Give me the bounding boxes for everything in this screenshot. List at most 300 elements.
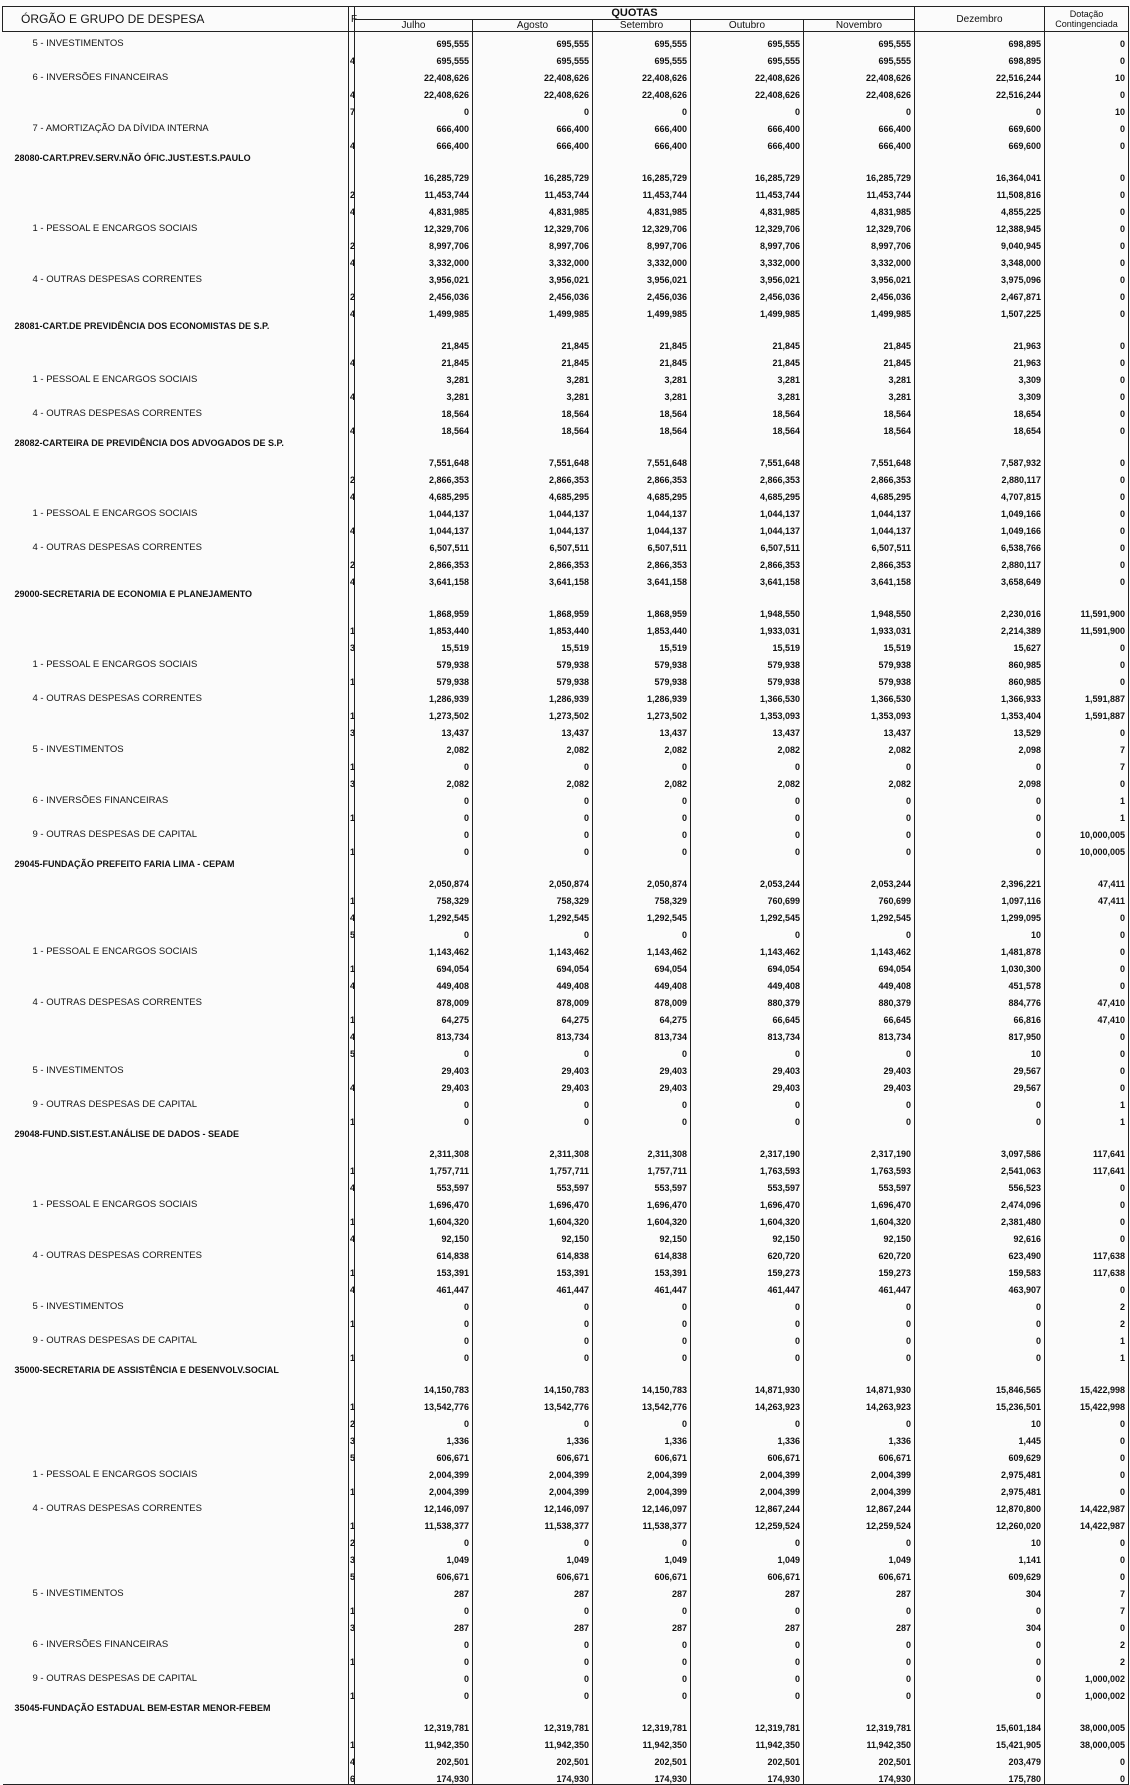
source-row: [3, 519, 1129, 536]
cell-dezembro: 1,507,225: [915, 302, 1045, 319]
cell-label: [3, 1599, 349, 1616]
cell-outubro: 1,044,137: [691, 502, 804, 519]
cell-setembro: 18,564: [593, 402, 691, 419]
cell-label: 5 - INVESTIMENTOS: [3, 32, 349, 50]
cell-setembro: 695,555: [593, 32, 691, 50]
cell-novembro: 1,933,031: [804, 619, 915, 636]
cell-agosto: 1,499,985: [473, 302, 593, 319]
cell-julho: 614,838: [355, 1244, 473, 1261]
cell-julho: 666,400: [355, 134, 473, 151]
cell-agosto: 0: [473, 1531, 593, 1548]
cell-agosto: 287: [473, 1616, 593, 1633]
source-row: [3, 134, 1129, 151]
cell-dezembro: 15,601,184: [915, 1701, 1045, 1733]
cell-setembro: 449,408: [593, 974, 691, 991]
cell-novembro: 287: [804, 1616, 915, 1633]
cell-f: 4: [349, 1025, 355, 1042]
cell-agosto: 13,437: [473, 721, 593, 738]
cell-dotacao: 10: [1045, 66, 1129, 83]
cell-dezembro: 0: [915, 789, 1045, 806]
source-row: [3, 1531, 1129, 1548]
cell-novembro: 0: [804, 755, 915, 772]
cell-dotacao: 0: [1045, 83, 1129, 100]
source-row: [3, 553, 1129, 570]
cell-dezembro: 0: [915, 1093, 1045, 1110]
cell-dezembro: 0: [915, 1684, 1045, 1701]
cell-julho: 461,447: [355, 1278, 473, 1295]
source-row: [3, 1227, 1129, 1244]
cell-novembro: 4,831,985: [804, 200, 915, 217]
cell-f: 5: [349, 1042, 355, 1059]
cell-setembro: 21,845: [593, 351, 691, 368]
cell-dotacao: 0: [1045, 653, 1129, 670]
cell-agosto: 1,336: [473, 1429, 593, 1446]
cell-dezembro: 92,616: [915, 1227, 1045, 1244]
source-row: [3, 1650, 1129, 1667]
cell-agosto: 7,551,648: [473, 436, 593, 468]
cell-dezembro: 304: [915, 1582, 1045, 1599]
cell-dotacao: 0: [1045, 485, 1129, 502]
expense-group-row: [3, 217, 1129, 234]
cell-setembro: 813,734: [593, 1025, 691, 1042]
cell-label: 7 - AMORTIZAÇÃO DA DÍVIDA INTERNA: [3, 117, 349, 134]
cell-novembro: 8,997,706: [804, 234, 915, 251]
cell-agosto: 0: [473, 1329, 593, 1346]
cell-agosto: 758,329: [473, 889, 593, 906]
cell-label: [3, 1346, 349, 1363]
cell-dezembro: 860,985: [915, 670, 1045, 687]
source-row: [3, 234, 1129, 251]
cell-dezembro: 7,587,932: [915, 436, 1045, 468]
cell-setembro: 29,403: [593, 1076, 691, 1093]
cell-dotacao: 0: [1045, 1429, 1129, 1446]
cell-dotacao: 11,591,900: [1045, 587, 1129, 619]
cell-dezembro: 10: [915, 923, 1045, 940]
cell-f: 1: [349, 704, 355, 721]
cell-setembro: 15,519: [593, 636, 691, 653]
cell-label: 29000-SECRETARIA DE ECONOMIA E PLANEJAMENTO: [3, 587, 349, 619]
cell-agosto: 0: [473, 823, 593, 840]
cell-dezembro: 0: [915, 1650, 1045, 1667]
cell-julho: 813,734: [355, 1025, 473, 1042]
cell-novembro: 12,319,781: [804, 1701, 915, 1733]
cell-novembro: 0: [804, 1042, 915, 1059]
cell-label: 9 - OUTRAS DESPESAS DE CAPITAL: [3, 1093, 349, 1110]
cell-dotacao: 117,641: [1045, 1127, 1129, 1159]
cell-label: [3, 806, 349, 823]
cell-julho: 14,150,783: [355, 1363, 473, 1395]
cell-agosto: 0: [473, 1093, 593, 1110]
cell-label: [3, 570, 349, 587]
cell-novembro: 1,696,470: [804, 1193, 915, 1210]
header-quotas: QUOTAS: [355, 7, 915, 20]
cell-agosto: 2,866,353: [473, 468, 593, 485]
cell-dotacao: 1,000,002: [1045, 1684, 1129, 1701]
source-row: [3, 468, 1129, 485]
expense-group-row: [3, 1093, 1129, 1110]
cell-outubro: 0: [691, 1684, 804, 1701]
cell-novembro: 553,597: [804, 1176, 915, 1193]
cell-dotacao: 7: [1045, 755, 1129, 772]
header-outubro: Outubro: [691, 20, 804, 32]
cell-dezembro: 0: [915, 1329, 1045, 1346]
cell-outubro: 22,408,626: [691, 83, 804, 100]
source-row: [3, 1733, 1129, 1750]
cell-label: [3, 670, 349, 687]
cell-dotacao: 0: [1045, 419, 1129, 436]
cell-f: 1: [349, 1514, 355, 1531]
expense-group-row: [3, 1497, 1129, 1514]
source-row: [3, 923, 1129, 940]
cell-label: [3, 1025, 349, 1042]
cell-novembro: 695,555: [804, 32, 915, 50]
cell-f: 2: [349, 234, 355, 251]
source-row: [3, 419, 1129, 436]
cell-novembro: 11,453,744: [804, 183, 915, 200]
cell-agosto: 2,311,308: [473, 1127, 593, 1159]
cell-dezembro: 1,481,878: [915, 940, 1045, 957]
cell-setembro: 1,853,440: [593, 619, 691, 636]
cell-novembro: 3,281: [804, 368, 915, 385]
cell-dotacao: 0: [1045, 368, 1129, 385]
cell-dotacao: 10,000,005: [1045, 840, 1129, 857]
cell-novembro: 1,049: [804, 1548, 915, 1565]
source-row: [3, 485, 1129, 502]
cell-dezembro: 66,816: [915, 1008, 1045, 1025]
cell-julho: 0: [355, 1650, 473, 1667]
cell-setembro: 287: [593, 1582, 691, 1599]
cell-julho: 3,281: [355, 368, 473, 385]
cell-novembro: 12,259,524: [804, 1514, 915, 1531]
cell-dezembro: 2,467,871: [915, 285, 1045, 302]
cell-dotacao: 47,411: [1045, 857, 1129, 889]
cell-setembro: 579,938: [593, 670, 691, 687]
cell-f: 1: [349, 1159, 355, 1176]
cell-dezembro: 4,855,225: [915, 200, 1045, 217]
cell-agosto: 29,403: [473, 1059, 593, 1076]
cell-novembro: 694,054: [804, 957, 915, 974]
cell-julho: 16,285,729: [355, 151, 473, 183]
cell-julho: 174,930: [355, 1767, 473, 1785]
cell-novembro: 92,150: [804, 1227, 915, 1244]
cell-dotacao: 0: [1045, 670, 1129, 687]
cell-dezembro: 609,629: [915, 1446, 1045, 1463]
cell-dotacao: 11,591,900: [1045, 619, 1129, 636]
cell-agosto: 18,564: [473, 402, 593, 419]
cell-setembro: 0: [593, 1295, 691, 1312]
cell-julho: 695,555: [355, 32, 473, 50]
cell-agosto: 1,757,711: [473, 1159, 593, 1176]
cell-dezembro: 18,654: [915, 419, 1045, 436]
cell-f: 1: [349, 1261, 355, 1278]
cell-f: 4: [349, 974, 355, 991]
cell-dezembro: 1,097,116: [915, 889, 1045, 906]
cell-f: 1: [349, 1684, 355, 1701]
cell-novembro: 813,734: [804, 1025, 915, 1042]
header-f: F: [349, 7, 355, 32]
source-row: [3, 755, 1129, 772]
expense-group-row: [3, 1329, 1129, 1346]
header-julho: Julho: [355, 20, 473, 32]
cell-agosto: 2,082: [473, 738, 593, 755]
expense-group-row: [3, 1463, 1129, 1480]
cell-outubro: 0: [691, 1042, 804, 1059]
cell-agosto: 0: [473, 1633, 593, 1650]
cell-dezembro: 175,780: [915, 1767, 1045, 1785]
expense-group-row: [3, 268, 1129, 285]
cell-novembro: 1,604,320: [804, 1210, 915, 1227]
cell-setembro: 1,604,320: [593, 1210, 691, 1227]
source-row: [3, 974, 1129, 991]
expense-group-row: [3, 402, 1129, 419]
cell-dezembro: 29,567: [915, 1076, 1045, 1093]
cell-outubro: 1,604,320: [691, 1210, 804, 1227]
expense-group-row: [3, 1193, 1129, 1210]
cell-dotacao: 1: [1045, 1329, 1129, 1346]
cell-f: 4: [349, 570, 355, 587]
cell-novembro: 0: [804, 1412, 915, 1429]
cell-dotacao: 0: [1045, 1176, 1129, 1193]
cell-setembro: 2,866,353: [593, 468, 691, 485]
cell-setembro: 0: [593, 1312, 691, 1329]
expense-group-row: [3, 1059, 1129, 1076]
cell-label: 5 - INVESTIMENTOS: [3, 1059, 349, 1076]
cell-f: 1: [349, 1650, 355, 1667]
cell-agosto: 3,281: [473, 368, 593, 385]
cell-dotacao: 0: [1045, 772, 1129, 789]
cell-label: [3, 49, 349, 66]
cell-dotacao: 0: [1045, 251, 1129, 268]
expense-group-row: [3, 687, 1129, 704]
cell-label: [3, 134, 349, 151]
cell-f: 2: [349, 1531, 355, 1548]
organ-row: [3, 1363, 1129, 1395]
cell-julho: 0: [355, 1110, 473, 1127]
source-row: [3, 1210, 1129, 1227]
cell-julho: 579,938: [355, 653, 473, 670]
cell-setembro: 553,597: [593, 1176, 691, 1193]
cell-julho: 0: [355, 755, 473, 772]
cell-label: 29045-FUNDAÇÃO PREFEITO FARIA LIMA - CEPAM: [3, 857, 349, 889]
cell-dotacao: 2: [1045, 1633, 1129, 1650]
cell-outubro: 0: [691, 1412, 804, 1429]
cell-label: 29048-FUND.SIST.EST.ANÁLISE DE DADOS - SEADE: [3, 1127, 349, 1159]
cell-outubro: 0: [691, 1346, 804, 1363]
cell-setembro: 0: [593, 1667, 691, 1684]
cell-label: [3, 619, 349, 636]
cell-novembro: 7,551,648: [804, 436, 915, 468]
cell-f: 4: [349, 251, 355, 268]
cell-agosto: 22,408,626: [473, 66, 593, 83]
cell-novembro: 16,285,729: [804, 151, 915, 183]
cell-outubro: 3,332,000: [691, 251, 804, 268]
cell-label: 1 - PESSOAL E ENCARGOS SOCIAIS: [3, 368, 349, 385]
cell-novembro: 0: [804, 823, 915, 840]
cell-outubro: 287: [691, 1616, 804, 1633]
cell-dotacao: 38,000,005: [1045, 1701, 1129, 1733]
cell-julho: 3,281: [355, 385, 473, 402]
cell-agosto: 1,286,939: [473, 687, 593, 704]
organ-row: [3, 436, 1129, 468]
cell-dezembro: 15,421,905: [915, 1733, 1045, 1750]
source-row: [3, 1412, 1129, 1429]
cell-label: 1 - PESSOAL E ENCARGOS SOCIAIS: [3, 653, 349, 670]
cell-label: [3, 1480, 349, 1497]
cell-julho: 15,519: [355, 636, 473, 653]
cell-julho: 0: [355, 1599, 473, 1616]
cell-outubro: 880,379: [691, 991, 804, 1008]
cell-setembro: 0: [593, 1531, 691, 1548]
cell-agosto: 1,273,502: [473, 704, 593, 721]
source-row: [3, 636, 1129, 653]
cell-setembro: 2,456,036: [593, 285, 691, 302]
cell-novembro: 2,866,353: [804, 468, 915, 485]
cell-julho: 2,866,353: [355, 553, 473, 570]
cell-agosto: 695,555: [473, 32, 593, 50]
cell-dezembro: 698,895: [915, 32, 1045, 50]
cell-agosto: 1,696,470: [473, 1193, 593, 1210]
cell-novembro: 2,053,244: [804, 857, 915, 889]
cell-outubro: 3,956,021: [691, 268, 804, 285]
cell-novembro: 3,281: [804, 385, 915, 402]
cell-dotacao: 0: [1045, 402, 1129, 419]
cell-novembro: 4,685,295: [804, 485, 915, 502]
cell-julho: 12,329,706: [355, 217, 473, 234]
source-row: [3, 1042, 1129, 1059]
cell-label: 4 - OUTRAS DESPESAS CORRENTES: [3, 991, 349, 1008]
cell-novembro: 1,763,593: [804, 1159, 915, 1176]
cell-julho: 0: [355, 823, 473, 840]
cell-label: [3, 974, 349, 991]
cell-dezembro: 10: [915, 1042, 1045, 1059]
cell-outubro: 15,519: [691, 636, 804, 653]
cell-label: [3, 1278, 349, 1295]
cell-label: 4 - OUTRAS DESPESAS CORRENTES: [3, 536, 349, 553]
cell-novembro: 0: [804, 1346, 915, 1363]
expense-group-row: [3, 117, 1129, 134]
cell-label: [3, 721, 349, 738]
source-row: [3, 570, 1129, 587]
cell-dezembro: 9,040,945: [915, 234, 1045, 251]
source-row: [3, 1599, 1129, 1616]
cell-f: 1: [349, 1480, 355, 1497]
cell-outubro: 0: [691, 1667, 804, 1684]
cell-setembro: 694,054: [593, 957, 691, 974]
cell-dezembro: 0: [915, 1110, 1045, 1127]
cell-outubro: 666,400: [691, 134, 804, 151]
header-dotacao: Dotação Contingenciada: [1045, 7, 1129, 32]
cell-label: [3, 1261, 349, 1278]
cell-setembro: 1,143,462: [593, 940, 691, 957]
cell-novembro: 66,645: [804, 1008, 915, 1025]
cell-agosto: 1,044,137: [473, 519, 593, 536]
source-row: [3, 721, 1129, 738]
cell-label: [3, 1159, 349, 1176]
cell-agosto: 22,408,626: [473, 83, 593, 100]
source-row: [3, 1514, 1129, 1531]
cell-outubro: 0: [691, 755, 804, 772]
cell-julho: 1,604,320: [355, 1210, 473, 1227]
cell-dezembro: 10: [915, 1531, 1045, 1548]
cell-label: [3, 519, 349, 536]
cell-dotacao: 0: [1045, 1750, 1129, 1767]
cell-dotacao: 117,638: [1045, 1261, 1129, 1278]
cell-novembro: 21,845: [804, 319, 915, 351]
cell-dezembro: 304: [915, 1616, 1045, 1633]
cell-julho: 1,273,502: [355, 704, 473, 721]
cell-outubro: 8,997,706: [691, 234, 804, 251]
expense-group-row: [3, 823, 1129, 840]
cell-outubro: 2,866,353: [691, 553, 804, 570]
cell-julho: 287: [355, 1582, 473, 1599]
source-row: [3, 1548, 1129, 1565]
cell-dezembro: 2,214,389: [915, 619, 1045, 636]
cell-agosto: 1,143,462: [473, 940, 593, 957]
cell-dotacao: 0: [1045, 636, 1129, 653]
cell-agosto: 4,685,295: [473, 485, 593, 502]
cell-setembro: 13,437: [593, 721, 691, 738]
cell-label: [3, 234, 349, 251]
cell-setembro: 29,403: [593, 1059, 691, 1076]
cell-agosto: 614,838: [473, 1244, 593, 1261]
cell-novembro: 0: [804, 1531, 915, 1548]
cell-setembro: 0: [593, 789, 691, 806]
cell-dezembro: 3,975,096: [915, 268, 1045, 285]
cell-dotacao: 0: [1045, 1446, 1129, 1463]
cell-outubro: 0: [691, 923, 804, 940]
cell-setembro: 579,938: [593, 653, 691, 670]
cell-f: 1: [349, 670, 355, 687]
cell-dotacao: 0: [1045, 1531, 1129, 1548]
cell-label: [3, 385, 349, 402]
cell-novembro: 3,956,021: [804, 268, 915, 285]
cell-julho: 3,641,158: [355, 570, 473, 587]
cell-setembro: 3,956,021: [593, 268, 691, 285]
cell-label: [3, 1110, 349, 1127]
cell-f: 4: [349, 519, 355, 536]
cell-julho: 1,757,711: [355, 1159, 473, 1176]
cell-agosto: 13,542,776: [473, 1395, 593, 1412]
cell-novembro: 14,263,923: [804, 1395, 915, 1412]
cell-setembro: 1,049: [593, 1548, 691, 1565]
cell-dezembro: 1,445: [915, 1429, 1045, 1446]
cell-label: [3, 1312, 349, 1329]
cell-dotacao: 0: [1045, 1076, 1129, 1093]
cell-novembro: 202,501: [804, 1750, 915, 1767]
cell-label: [3, 1548, 349, 1565]
cell-outubro: 0: [691, 789, 804, 806]
cell-label: 35000-SECRETARIA DE ASSISTÊNCIA E DESENVOLV.SOCIAL: [3, 1363, 349, 1395]
cell-julho: 1,499,985: [355, 302, 473, 319]
cell-setembro: 3,281: [593, 368, 691, 385]
source-row: [3, 1278, 1129, 1295]
cell-setembro: 22,408,626: [593, 66, 691, 83]
cell-dezembro: 2,381,480: [915, 1210, 1045, 1227]
cell-f: 3: [349, 636, 355, 653]
cell-label: 9 - OUTRAS DESPESAS DE CAPITAL: [3, 1329, 349, 1346]
source-row: [3, 49, 1129, 66]
cell-label: 28082-CARTEIRA DE PREVIDÊNCIA DOS ADVOGADOS DE S.P.: [3, 436, 349, 468]
source-row: [3, 1429, 1129, 1446]
cell-dezembro: 12,388,945: [915, 217, 1045, 234]
cell-novembro: 13,437: [804, 721, 915, 738]
cell-dezembro: 0: [915, 1312, 1045, 1329]
cell-julho: 0: [355, 806, 473, 823]
cell-outubro: 16,285,729: [691, 151, 804, 183]
cell-dotacao: 0: [1045, 1025, 1129, 1042]
cell-outubro: 1,353,093: [691, 704, 804, 721]
cell-label: [3, 1750, 349, 1767]
